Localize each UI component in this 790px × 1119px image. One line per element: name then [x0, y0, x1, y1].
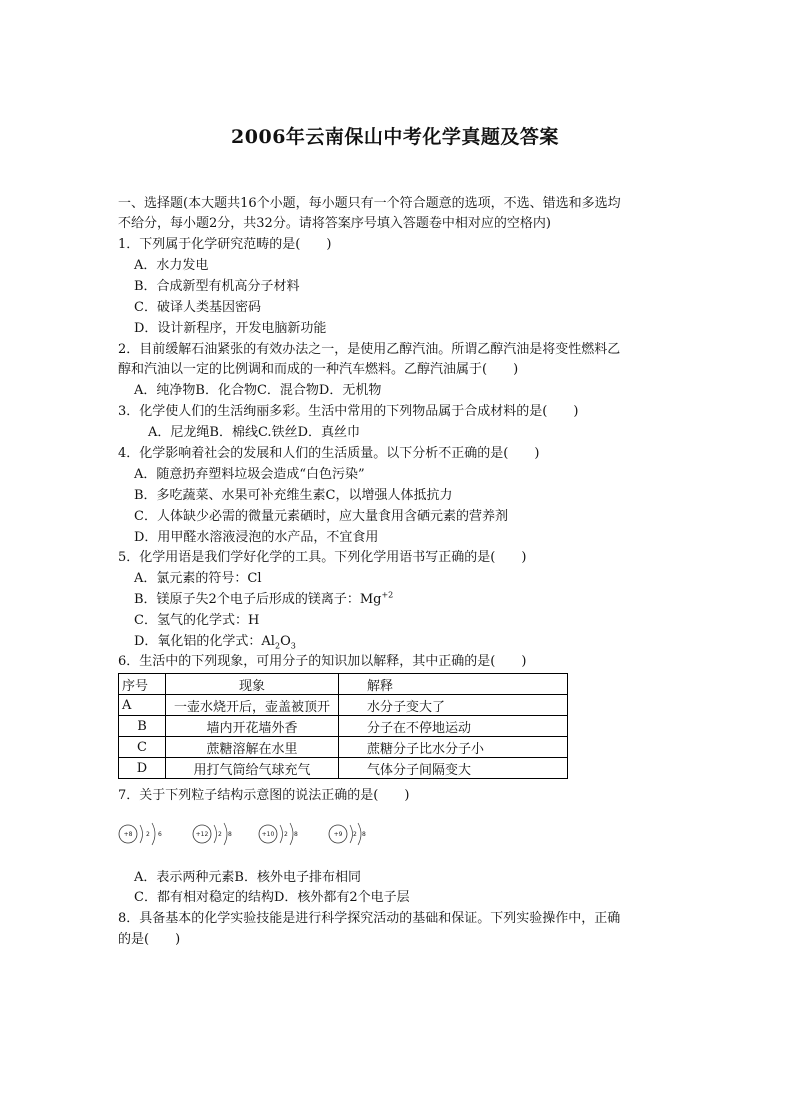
- shell-arc: [152, 823, 155, 845]
- shell-arc: [358, 823, 361, 845]
- nucleus-charge: +10: [261, 831, 275, 838]
- table-cell: 一壶水烧开后，壶盖被顶开: [166, 695, 339, 716]
- q2-stem-line1: 2．目前缓解石油紧张的有效办法之一，是使用乙醇汽油。所谓乙醇汽油是将变性燃料乙: [118, 342, 621, 357]
- q7-option-c: C．都有相对稳定的结构: [134, 890, 274, 905]
- q3-stem: 3．化学使人们的生活绚丽多彩。生活中常用的下列物品属于合成材料的是( ): [118, 404, 579, 419]
- q4-option-d: D．用甲醛水溶液浸泡的水产品，不宜食用: [134, 530, 379, 545]
- q5-option-d-text: D．氧化铝的化学式：Al: [134, 634, 275, 649]
- table-row: [119, 758, 568, 779]
- q4-option-a: A．随意扔弃塑料垃圾会造成“白色污染”: [134, 467, 365, 482]
- q1-option-b: B．合成新型有机高分子材料: [134, 279, 300, 294]
- q7-options-row1: [134, 870, 361, 886]
- table-cell: 蔗糖溶解在水里: [166, 737, 339, 758]
- page-title: 2006年云南保山中考化学真题及答案: [231, 126, 559, 148]
- shell-arc: [140, 825, 143, 843]
- q8-stem-line1: 8．具备基本的化学实验技能是进行科学探究活动的基础和保证。下列实验操作中，正确: [118, 911, 621, 926]
- q7-option-d: D．核外都有2个电子层: [273, 890, 410, 905]
- q2-stem-line2: 醇和汽油以一定的比例调和而成的一种汽车燃料。乙醇汽油属于( ): [118, 362, 519, 377]
- q7-option-a: A．表示两种元素: [134, 870, 235, 885]
- q1-stem: 1．下列属于化学研究范畴的是( ): [118, 237, 332, 252]
- q6-table: [118, 673, 568, 779]
- atom-structure-diagrams: [116, 818, 386, 854]
- q1-option-a: A．水力发电: [134, 258, 209, 273]
- table-header-cell: 序号: [119, 674, 166, 695]
- q7-options-row2: [134, 890, 410, 906]
- nucleus-charge: +8: [123, 831, 133, 838]
- q2-option-d: D．无机物: [318, 383, 382, 398]
- q2-option-b: B．化合物: [195, 383, 257, 398]
- shell-electrons: 2: [146, 831, 150, 838]
- q1-option-c: C．破译人类基因密码: [134, 300, 261, 315]
- q4-option-c: C．人体缺少必需的微量元素硒时，应大量食用含硒元素的营养剂: [134, 509, 508, 524]
- section-instruction-line1: 一、选择题(本大题共16个小题，每小题只有一个符合题意的选项，不选、错选和多选均: [118, 196, 621, 211]
- q7-stem: 7．关于下列粒子结构示意图的说法正确的是( ): [118, 788, 410, 803]
- table-row: [119, 695, 568, 716]
- q5-option-d-sub2: 3: [290, 641, 296, 651]
- table-row: [119, 737, 568, 758]
- table-cell: 蔗糖分子比水分子小: [339, 737, 568, 758]
- table-cell: C: [119, 737, 166, 758]
- atom-diagram-4: [329, 823, 366, 845]
- shell-electrons: 2: [218, 831, 222, 838]
- q3-options: [148, 425, 360, 441]
- q1-option-d: D．设计新程序，开发电脑新功能: [134, 321, 327, 336]
- table-cell: A: [119, 695, 166, 716]
- q5-stem: 5．化学用语是我们学好化学的工具。下列化学用语书写正确的是( ): [118, 550, 527, 565]
- q3-option-a: A．尼龙绳: [148, 425, 210, 440]
- q5-option-a: A．氯元素的符号：Cl: [134, 571, 262, 586]
- table-cell: 分子在不停地运动: [339, 716, 568, 737]
- table-row: [119, 716, 568, 737]
- q6-stem: 6．生活中的下列现象，可用分子的知识加以解释，其中正确的是( ): [118, 654, 527, 669]
- shell-arc: [224, 823, 227, 845]
- shell-electrons: 6: [158, 831, 162, 838]
- shell-electrons: 8: [362, 831, 366, 838]
- shell-electrons: 2: [284, 831, 288, 838]
- atom-diagram-2: [193, 823, 232, 845]
- nucleus-charge: +12: [195, 831, 209, 838]
- table-cell: 水分子变大了: [339, 695, 568, 716]
- q2-options: [134, 383, 381, 399]
- atom-diagram-3: [259, 823, 298, 845]
- q3-option-b: B．棉线: [209, 425, 258, 440]
- q8-stem-line2: 的是( ): [118, 932, 181, 947]
- q2-option-a: A．纯净物: [134, 383, 196, 398]
- section-instruction-line2: 不给分，每小题2分，共32分。请将答案序号填入答题卷中相对应的空格内): [118, 216, 551, 231]
- q4-option-b: B．多吃蔬菜、水果可补充维生素C，以增强人体抵抗力: [134, 488, 453, 503]
- q5-option-b: [134, 592, 393, 608]
- q3-option-c: C.铁丝: [257, 425, 298, 440]
- q5-option-d: [134, 634, 296, 650]
- atom-diagram-1: [119, 823, 162, 845]
- shell-electrons: 8: [228, 831, 232, 838]
- table-cell: D: [119, 758, 166, 779]
- q7-option-b: B．核外电子排布相同: [234, 870, 361, 885]
- table-header-row: [119, 674, 568, 695]
- shell-arc: [214, 825, 217, 843]
- table-cell: 气体分子间隔变大: [339, 758, 568, 779]
- shell-electrons: 2: [353, 831, 357, 838]
- shell-arc: [290, 823, 293, 845]
- table-header-cell: 解释: [339, 674, 568, 695]
- q3-option-d: D．真丝巾: [297, 425, 361, 440]
- table-cell: 用打气筒给气球充气: [166, 758, 339, 779]
- q2-option-c: C．混合物: [256, 383, 319, 398]
- shell-electrons: 8: [294, 831, 298, 838]
- q5-option-d-o: O: [280, 634, 291, 649]
- q5-option-b-charge: +2: [381, 590, 394, 600]
- nucleus-charge: +9: [333, 831, 343, 838]
- table-cell: B: [119, 716, 166, 737]
- table-header-cell: 现象: [166, 674, 339, 695]
- q4-stem: 4．化学影响着社会的发展和人们的生活质量。以下分析不正确的是( ): [118, 446, 540, 461]
- q5-option-d-sub1: 2: [274, 641, 281, 651]
- table-cell: 墙内开花墙外香: [166, 716, 339, 737]
- q5-option-c: C．氢气的化学式：H: [134, 613, 260, 628]
- q5-option-b-text: B．镁原子失2个电子后形成的镁离子：Mg: [134, 592, 382, 607]
- shell-arc: [280, 825, 283, 843]
